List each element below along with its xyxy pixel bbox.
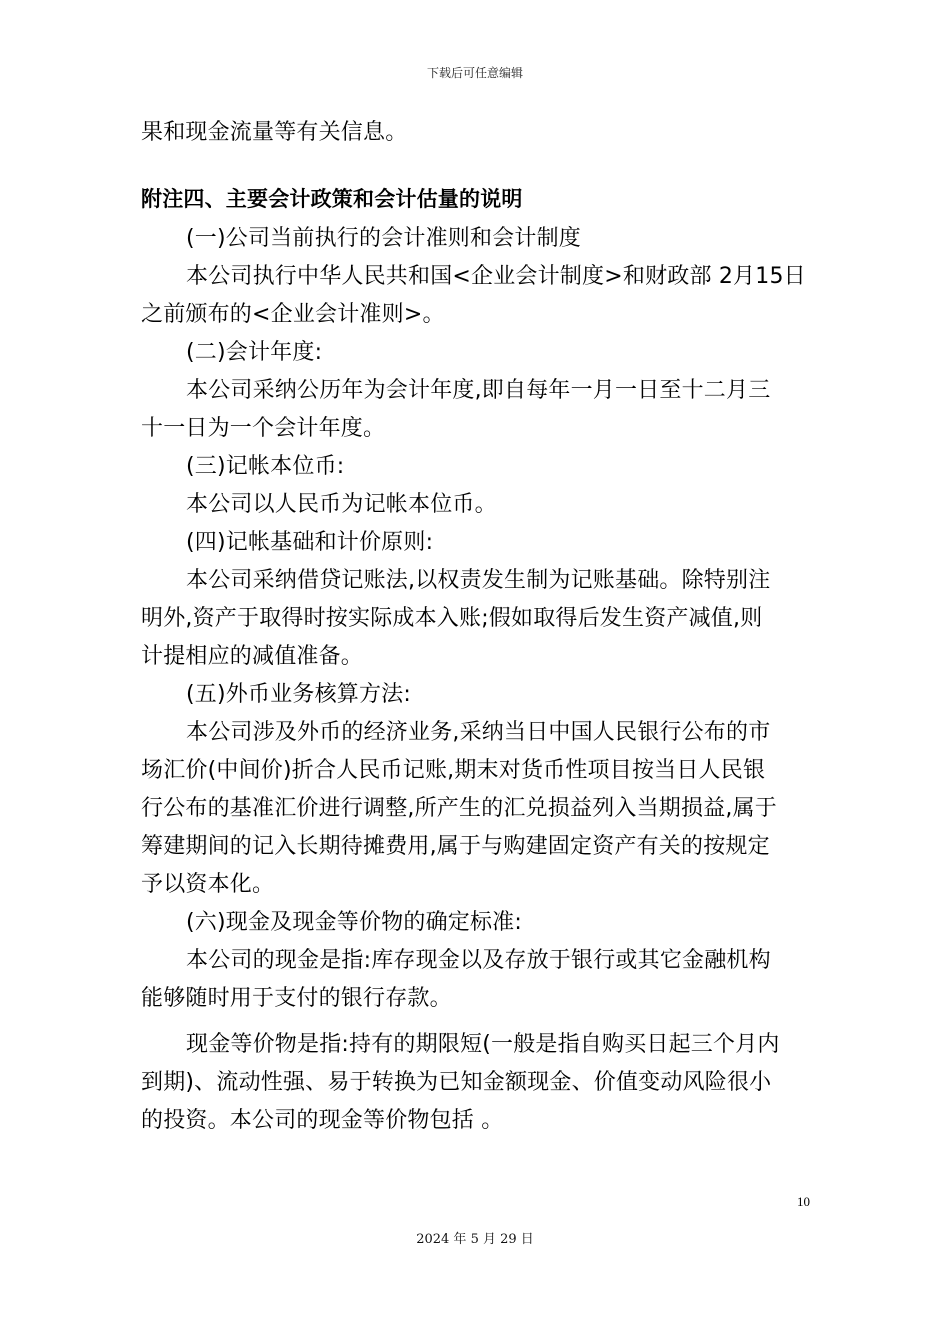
text-line: 筹建期间的记入长期待摊费用,属于与购建固定资产有关的按规定 <box>141 834 770 859</box>
text-line: 本公司采纳公历年为会计年度,即自每年一月一日至十二月三 <box>186 378 771 403</box>
text-line: 本公司的现金是指:库存现金以及存放于银行或其它金融机构 <box>186 948 771 973</box>
section-heading: 附注四、主要会计政策和会计估量的说明 <box>141 187 523 211</box>
subsection-heading: (四)记帐基础和计价原则: <box>186 530 434 555</box>
subsection-heading: (二)会计年度: <box>186 340 323 365</box>
text-line: 的投资。本公司的现金等价物包括 。 <box>141 1108 504 1133</box>
text-line: 场汇价(中间价)折合人民币记账,期末对货币性项目按当日人民银 <box>141 758 766 783</box>
subsection-heading: (六)现金及现金等价物的确定标准: <box>186 910 522 935</box>
text-line: 到期)、流动性强、易于转换为已知金额现金、价值变动风险很小 <box>141 1070 772 1095</box>
page-number: 10 <box>797 1194 810 1209</box>
page-header: 下载后可任意编辑 <box>426 66 523 80</box>
text-line: 果和现金流量等有关信息。 <box>141 120 408 145</box>
subsection-heading: (三)记帐本位币: <box>186 454 345 479</box>
text-line: 现金等价物是指:持有的期限短(一般是指自购买日起三个月内 <box>186 1032 780 1057</box>
text-line: 本公司采纳借贷记账法,以权责发生制为记账基础。除特别注 <box>186 568 771 593</box>
text-line: 本公司以人民币为记帐本位币。 <box>186 492 497 517</box>
text-line: 本公司涉及外币的经济业务,采纳当日中国人民银行公布的市 <box>186 720 771 745</box>
text-line: 十一日为一个会计年度。 <box>141 416 386 441</box>
subsection-heading: (五)外币业务核算方法: <box>186 682 411 707</box>
text-line: 能够随时用于支付的银行存款。 <box>141 986 452 1011</box>
text-line: 本公司执行中华人民共和国<企业会计制度>和财政部 2月15日 <box>186 264 806 289</box>
document-body <box>141 114 811 1140</box>
text-line: 予以资本化。 <box>141 872 275 897</box>
text-line: 之前颁布的<企业会计准则>。 <box>141 302 445 327</box>
subsection-heading: (一)公司当前执行的会计准则和会计制度 <box>186 226 581 251</box>
text-line: 明外,资产于取得时按实际成本入账;假如取得后发生资产减值,则 <box>141 606 763 631</box>
text-line: 行公布的基准汇价进行调整,所产生的汇兑损益列入当期损益,属于 <box>141 796 777 821</box>
page-footer-date: 2024 年 5 月 29 日 <box>416 1232 534 1247</box>
text-line: 计提相应的减值准备。 <box>141 644 364 669</box>
